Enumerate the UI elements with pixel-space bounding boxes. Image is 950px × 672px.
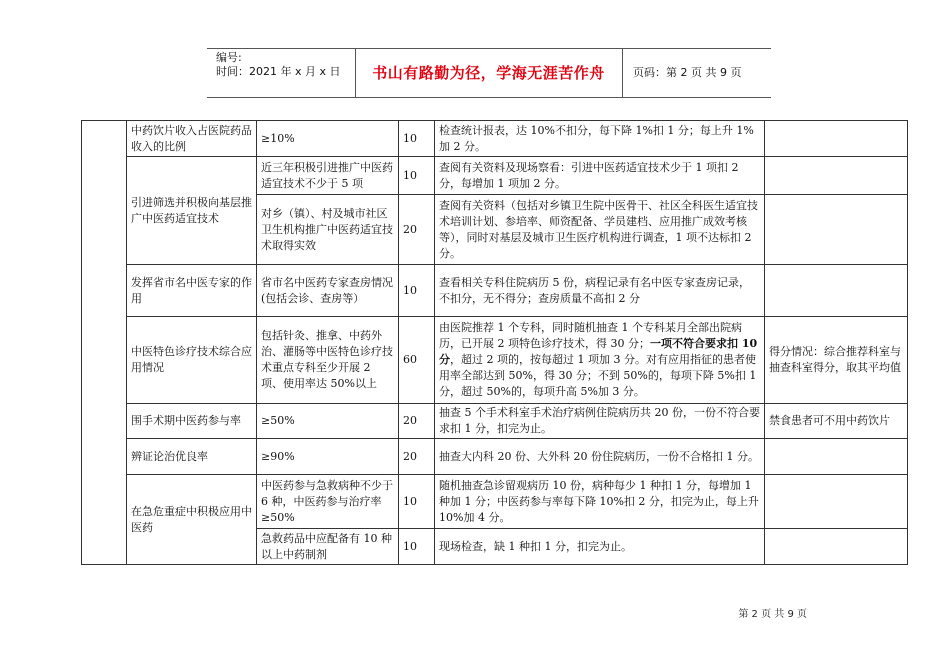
method-cell: 查阅有关资料及现场察看：引进中医药适宜技术少于 1 项扣 2 分，每增加 1 项加 2 分。 (435, 157, 765, 195)
score-cell: 20 (399, 404, 435, 439)
note-cell: 禁食患者可不用中药饮片 (765, 404, 908, 439)
method-emphasis: 一项不符合要求扣 10 分 (439, 337, 758, 366)
note-cell (765, 265, 908, 317)
note-cell (765, 529, 908, 565)
method-text: ，超过 2 项的，按每超过 1 项加 3 分。对有应用指征的患者使用率全部达到 50%，得 30 分；不到 50%的，每项下降 5%扣 1 分，超过 50%的，每项升高 5%加 3 分。 (439, 353, 757, 398)
score-cell: 60 (399, 317, 435, 404)
page-header (207, 48, 771, 98)
table-row (82, 157, 908, 195)
score-cell: 10 (399, 121, 435, 157)
standard-cell: 中医药参与急救病种不少于 6 种，中医药参与治疗率≥50% (257, 475, 399, 529)
doc-number-label: 编号: (216, 51, 242, 64)
note-cell (765, 439, 908, 475)
standard-cell: ≥90% (257, 439, 399, 475)
table-row (82, 439, 908, 475)
item-cell: 引进筛选并积极向基层推广中医药适宜技术 (127, 157, 257, 265)
score-cell: 20 (399, 439, 435, 475)
method-cell: 查阅有关资料（包括对乡镇卫生院中医骨干、社区全科医生适宜技术培训计划、参培率、师资配备、学员建档、应用推广成效考核等），同时对基层及城市卫生医疗机构进行调查，1 项不达标扣 2 分。 (435, 195, 765, 265)
note-cell (765, 157, 908, 195)
method-cell: 抽查 5 个手术科室手术治疗病例住院病历共 20 份，一份不符合要求扣 1 分，扣完为止。 (435, 404, 765, 439)
note-cell (765, 475, 908, 529)
method-text: 由医院推荐 1 个专科，同时随机抽查 1 个专科某月全部出院病历，已开展 2 项特色诊疗技术，得 30 分； (439, 321, 742, 350)
score-cell: 10 (399, 475, 435, 529)
assessment-table (81, 120, 908, 565)
method-cell: 查看相关专科住院病历 5 份，病程记录有名中医专家查房记录，不扣分，无不得分；查房质量不高扣 2 分 (435, 265, 765, 317)
method-cell: 现场检查，缺 1 种扣 1 分，扣完为止。 (435, 529, 765, 565)
standard-cell: 对乡（镇）、村及城市社区卫生机构推广中医药适宜技术取得实效 (257, 195, 399, 265)
score-cell: 10 (399, 265, 435, 317)
note-cell (765, 195, 908, 265)
category-cell (82, 121, 127, 565)
standard-cell: 近三年积极引进推广中医药适宜技术不少于 5 项 (257, 157, 399, 195)
header-meta (216, 51, 360, 79)
item-cell: 发挥省市名中医专家的作用 (127, 265, 257, 317)
standard-cell: 急救药品中应配备有 10 种以上中药制剂 (257, 529, 399, 565)
table-row (82, 475, 908, 529)
method-cell: 检查统计报表，达 10%不扣分，每下降 1%扣 1 分；每上升 1%加 2 分。 (435, 121, 765, 157)
standard-cell: 省市名中医药专家查房情况(包括会诊、查房等） (257, 265, 399, 317)
table-row (82, 265, 908, 317)
doc-time-label: 时间：2021 年 x 月 x 日 (216, 65, 341, 78)
table-row (82, 404, 908, 439)
item-cell: 在急危重症中积极应用中医药 (127, 475, 257, 565)
score-cell: 20 (399, 195, 435, 265)
score-cell: 10 (399, 529, 435, 565)
header-page-label: 页码：第 2 页 共 9 页 (633, 66, 742, 79)
item-cell: 中医特色诊疗技术综合应用情况 (127, 317, 257, 404)
method-cell: 抽查大内科 20 份、大外科 20 份住院病历，一份不合格扣 1 分。 (435, 439, 765, 475)
item-cell: 中药饮片收入占医院药品收入的比例 (127, 121, 257, 157)
standard-cell: ≥50% (257, 404, 399, 439)
header-divider (622, 49, 623, 97)
item-cell: 围手术期中医药参与率 (127, 404, 257, 439)
page-footer: 第 2 页 共 9 页 (738, 609, 807, 620)
header-motto: 书山有路勤为径，学海无涯苦作舟 (372, 64, 605, 82)
note-cell (765, 121, 908, 157)
item-cell: 辨证论治优良率 (127, 439, 257, 475)
method-cell (435, 317, 765, 404)
table-row (82, 317, 908, 404)
table-row (82, 121, 908, 157)
note-cell: 得分情况：综合推荐科室与抽查科室得分，取其平均值 (765, 317, 908, 404)
standard-cell: ≥10% (257, 121, 399, 157)
method-cell: 随机抽查急诊留观病历 10 份，病种每少 1 种扣 1 分，每增加 1 种加 1 分；中医药参与率每下降 10%扣 2 分，扣完为止，每上升 10%加 4 分。 (435, 475, 765, 529)
score-cell: 10 (399, 157, 435, 195)
standard-cell: 包括针灸、推拿、中药外治、灌肠等中医特色诊疗技术重点专科至少开展 2 项、使用率达 50%以上 (257, 317, 399, 404)
